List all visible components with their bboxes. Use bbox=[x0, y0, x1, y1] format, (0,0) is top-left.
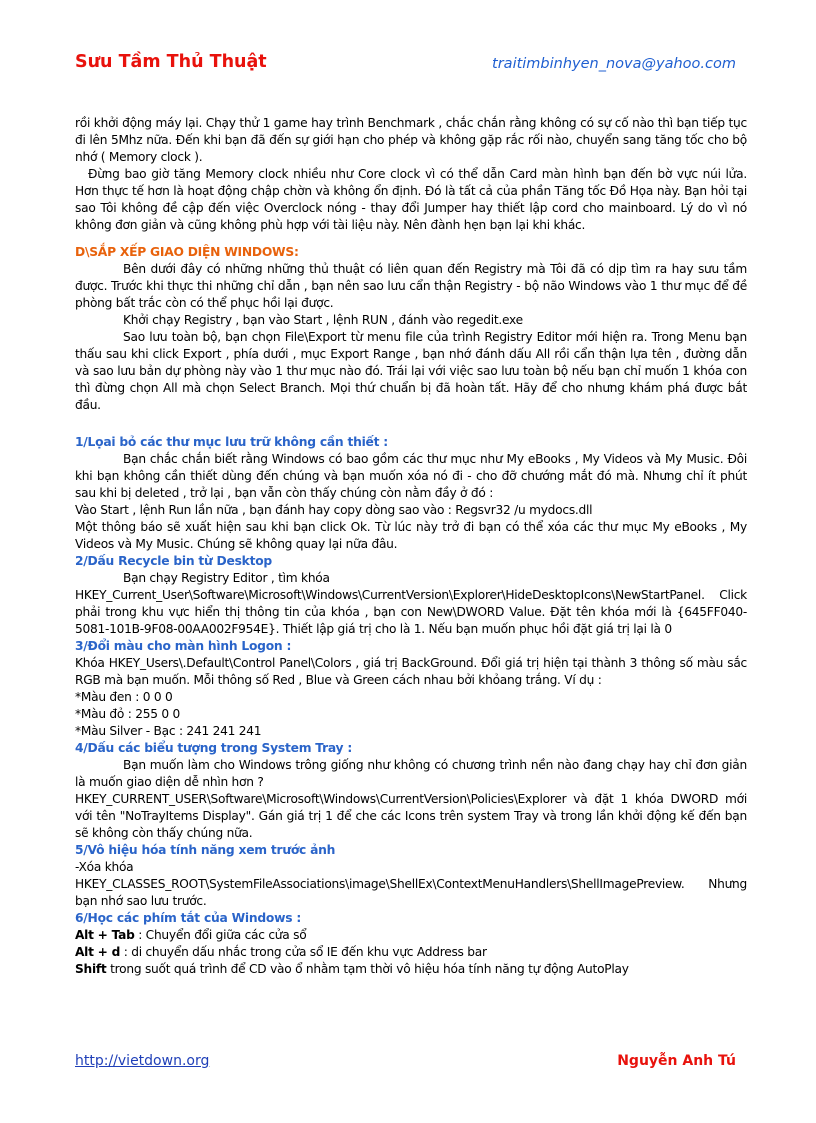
header-title: Sưu Tầm Thủ Thuật bbox=[75, 52, 267, 72]
header-email[interactable]: traitimbinhyen_nova@yahoo.com bbox=[492, 56, 736, 72]
shortcut-shift bbox=[75, 961, 747, 978]
tip-4-paragraph-2: HKEY_CURRENT_USER\Software\Microsoft\Windows\CurrentVersion\Policies\Explorer và đặt 1 khóa DWORD mới với tên "NoTrayItems Display". Gán giá trị 1 để che các Icons trên system Tray và trong lần khởi động kế đến bạn sẽ không còn thấy chúng nữa. bbox=[75, 792, 747, 840]
section-d-heading: D\SẮP XẾP GIAO DIỆN WINDOWS: bbox=[75, 245, 299, 259]
shortcut-description: trong suốt quá trình để CD vào ổ nhằm tạm thời vô hiệu hóa tính năng tự động AutoPlay bbox=[106, 962, 629, 976]
tip-3-heading: 3/Đổi màu cho màn hình Logon : bbox=[75, 639, 292, 653]
page-footer bbox=[75, 1053, 736, 1073]
page-header bbox=[75, 52, 736, 78]
tip-1-paragraph-3: Một thông báo sẽ xuất hiện sau khi bạn click Ok. Từ lúc này trở đi bạn có thể xóa các thư mục My eBooks , My Videos và My Music. Chúng sẽ không quay lại nữa đâu. bbox=[75, 520, 747, 551]
tip-5-paragraph-2: HKEY_CLASSES_ROOT\SystemFileAssociations\image\ShellEx\ContextMenuHandlers\ShellImagePreview. Nhưng bạn nhớ sao lưu trước. bbox=[75, 877, 747, 908]
shortcut-description: : Chuyển đổi giữa các cửa sổ bbox=[134, 928, 307, 942]
intro-paragraph-2: Đừng bao giờ tăng Memory clock nhiều như Core clock vì có thể dẫn Card màn hình bạn đến bờ vực núi lửa. Hơn thực tế hơn là hoạt động chập chờn và không ổn định. Đó là tất cả của phần Tăng tốc Đồ Họa này. Bạn hỏi tại sao Tôi không đề cập đến việc Overclock nóng - thay đổi Jumper hay thiết lập cord cho mainboard. Lý do vì nó không đơn giản và cũng không phù hợp với tài liệu này. Nên đành hẹn bạn lại khi khác. bbox=[75, 167, 747, 232]
color-example-silver: *Màu Silver - Bạc : 241 241 241 bbox=[75, 724, 262, 738]
tip-2-paragraph-2: HKEY_Current_User\Software\Microsoft\Windows\CurrentVersion\Explorer\HideDesktopIcons\NewStartPanel. Click phải trong khu vực hiển thị thông tin của khóa , bạn con New\DWORD Value. Đặt tên khóa mới là {645FF040-5081-101B-9F08-00AA002F954E}. Thiết lập giá trị cho là 1. Nếu bạn muốn phục hồi đặt giá trị lại là 0 bbox=[75, 588, 747, 636]
tip-4-heading: 4/Dấu các biểu tượng trong System Tray : bbox=[75, 741, 353, 755]
footer-link[interactable]: http://vietdown.org bbox=[75, 1053, 210, 1069]
intro-paragraph-1: rồi khởi động máy lại. Chạy thử 1 game hay trình Benchmark , chắc chắn rằng không có sự cố nào thì bạn tiếp tục đi lên 5Mhz nữa. Đến khi bạn đã đến sự giới hạn cho phép và không gặp rắc rối nào, chuyển sang tăng tốc cho bộ nhớ ( Memory clock ). bbox=[75, 116, 747, 164]
section-d-paragraph-3: Sao lưu toàn bộ, bạn chọn File\Export từ menu file của trình Registry Editor mới hiện ra. Trong Menu bạn thấu sau khi click Export , phía dưới , mục Export Range , bạn nhớ đánh dấu All rồi cẩn thận lựa tên , đường dẫn và sao lưu bản dự phòng này vào 1 thư mục nào đó. Trái lại với việc sao lưu toàn bộ nếu bạn chỉ muốn 1 khóa con thì đừng chọn All mà chọn Select Branch. Mọi thứ chuẩn bị đã hoàn tất. Hãy để cho nhưng khám phá được bắt đầu. bbox=[75, 330, 747, 412]
color-example-black: *Màu đen : 0 0 0 bbox=[75, 690, 173, 704]
section-d-paragraph-2: Khởi chạy Registry , bạn vào Start , lệnh RUN , đánh vào regedit.exe bbox=[123, 313, 523, 327]
shortcut-key: Alt + Tab bbox=[75, 928, 135, 942]
shortcut-description: : di chuyển dấu nhắc trong cửa sổ IE đến khu vực Address bar bbox=[120, 945, 487, 959]
shortcut-alt-tab bbox=[75, 927, 747, 944]
shortcut-key: Shift bbox=[75, 962, 107, 976]
section-d-paragraph-1: Bên dưới đây có những những thủ thuật có liên quan đến Registry mà Tôi đã có dịp tìm ra hay sưu tầm được. Trước khi thực thi những chỉ dẫn , bạn nên sao lưu cẩn thận Registry - bộ não Windows vào 1 thư mục để đề phòng bất trắc còn có thể phục hồi lại được. bbox=[75, 262, 747, 310]
shortcut-alt-d bbox=[75, 944, 747, 961]
footer-author: Nguyễn Anh Tú bbox=[617, 1053, 736, 1069]
tip-3-paragraph-1: Khóa HKEY_Users\.Default\Control Panel\Colors , giá trị BackGround. Đổi giá trị hiện tại thành 3 thông số màu sắc RGB mà bạn muốn. Mỗi thông số Red , Blue và Green cách nhau bởi khỏang trắng. Ví dụ : bbox=[75, 656, 747, 687]
tip-1-heading: 1/Lọai bỏ các thư mục lưu trữ không cần thiết : bbox=[75, 435, 388, 449]
tip-2-heading: 2/Dấu Recycle bin từ Desktop bbox=[75, 554, 272, 568]
shortcut-key: Alt + d bbox=[75, 945, 121, 959]
tip-5-paragraph-1: -Xóa khóa bbox=[75, 860, 134, 874]
tip-2-paragraph-1: Bạn chạy Registry Editor , tìm khóa bbox=[123, 571, 330, 585]
tip-5-heading: 5/Vô hiệu hóa tính năng xem trước ảnh bbox=[75, 843, 336, 857]
tip-6-heading: 6/Học các phím tắt của Windows : bbox=[75, 911, 302, 925]
tip-1-paragraph-2: Vào Start , lệnh Run lần nữa , bạn đánh hay copy dòng sao vào : Regsvr32 /u mydocs.dll bbox=[75, 503, 593, 517]
tip-4-paragraph-1: Bạn muốn làm cho Windows trông giống như không có chương trình nền nào đang chạy hay chỉ đơn giản là muốn giao diện dễ nhìn hơn ? bbox=[75, 758, 747, 789]
document-body bbox=[75, 115, 747, 978]
color-example-red: *Màu đỏ : 255 0 0 bbox=[75, 707, 180, 721]
tip-1-paragraph-1: Bạn chắc chắn biết rằng Windows có bao gồm các thư mục như My eBooks , My Videos và My Music. Đôi khi bạn không cần thiết dùng đến chúng và bạn muốn xóa nó đi - cho đỡ chướng mắt đó mà. Nhưng chỉ ít phút sau khi bị deleted , trở lại , bạn vẫn còn thấy chúng còn nằm đầy ở đó : bbox=[75, 452, 747, 500]
